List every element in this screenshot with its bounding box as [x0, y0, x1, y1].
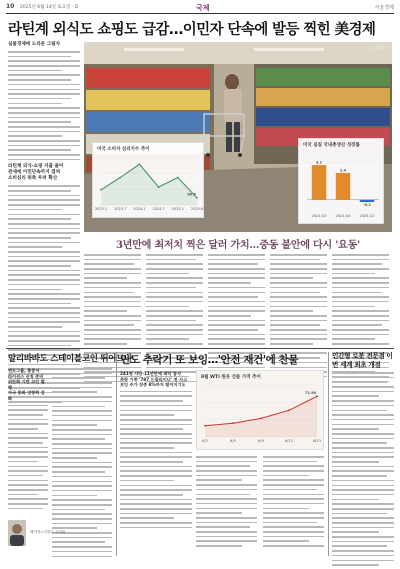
oil-price-chart — [196, 370, 324, 450]
page-header — [6, 3, 394, 13]
bar — [360, 200, 374, 202]
data-point — [196, 197, 198, 199]
robot-store-headline: 인간형 로봇 전문점 이번 세계 최초 개점 — [332, 352, 393, 369]
reporter-portrait — [8, 520, 26, 546]
oil-chart-svg — [197, 371, 325, 451]
sentiment-chart — [92, 142, 204, 218]
data-point — [139, 163, 141, 165]
x-tick-label: 6/2 — [202, 439, 208, 443]
gdp-chart — [298, 138, 384, 224]
boeing-headline: 인도 추락기 또 보잉…'안전 재건'에 찬물 — [120, 354, 299, 366]
sentiment-chart-svg — [93, 143, 205, 219]
bar-value-label: -0.2 — [363, 203, 371, 208]
robot-store-article — [332, 352, 394, 569]
bar-value-label: 3.1 — [315, 160, 323, 165]
category-label: 2024.Q3 — [311, 214, 327, 218]
top-subhead: 3년만에 최저치 찍은 달러 가치…중동 불안에 다시 '요동' — [116, 240, 360, 251]
header-rule — [6, 13, 394, 14]
boeing-body — [196, 456, 324, 550]
category-label: 2024.Q4 — [335, 214, 351, 218]
top-deck — [8, 42, 80, 48]
deck-line: 관세에 이민단속까지 겹쳐 — [8, 170, 61, 176]
section-name: 국제 — [196, 4, 210, 12]
top-body-grid — [84, 254, 392, 344]
data-point — [158, 186, 160, 188]
category-label: 2025.Q1 — [359, 214, 375, 218]
data-point — [232, 422, 234, 424]
stablecoin-byline: 베이징=김광수 특파원 — [30, 530, 66, 534]
top-deck-2 — [8, 164, 80, 182]
bar — [312, 165, 326, 200]
deck-line: 241명 사망·11년만에 최악 참사 — [120, 371, 181, 376]
deck-line: 추락 기종 '787 드림라이너' 첫 사고 — [120, 376, 188, 382]
newspaper-brand: 서울경제 — [374, 5, 394, 11]
page-number: 10 — [6, 3, 15, 10]
column-separator — [116, 352, 117, 556]
bar-value-label: 2.4 — [339, 168, 347, 173]
data-point — [204, 425, 206, 427]
photo-credit: AP연합뉴스 — [369, 46, 388, 50]
supermarket-photo — [84, 42, 392, 232]
issue-date: 2025년 6월 14일 토요일 · D — [20, 5, 79, 10]
oil-chart-title: 8월 WTI 원유 선물 가격 추이 — [201, 375, 261, 380]
body-text — [8, 51, 80, 160]
x-tick-label: 6/13 — [313, 439, 321, 443]
deck-line: 실물경제에 드리운 그림자 — [8, 42, 61, 47]
data-point — [288, 409, 290, 411]
deck-line: 라틴계 외식·쇼핑 지출 줄어 — [8, 164, 64, 170]
data-point — [100, 189, 102, 191]
x-tick-label: 2023.7 — [114, 207, 127, 211]
x-tick-label: 2024.7 — [152, 207, 165, 211]
x-tick-label: 2023.1 — [94, 207, 108, 211]
data-point — [177, 177, 179, 179]
deck-line: 자국 통화 영향력 강화 — [8, 390, 45, 401]
top-headline: 라틴계 외식도 쇼핑도 급감…이민자 단속에 발등 찍힌 美경제 — [8, 22, 376, 38]
bar — [336, 173, 350, 200]
data-point — [260, 418, 262, 420]
x-tick-label: 6/12 — [285, 439, 293, 443]
x-tick-label: 2025.1 — [171, 207, 184, 211]
series-area — [101, 164, 197, 205]
stablecoin-deck — [8, 368, 48, 402]
deck-line: 보잉 주가 장중 8%까지 떨어지기도 — [120, 382, 186, 388]
section-divider — [6, 348, 394, 349]
deck-line: 소비심리 위축 우려 확산 — [8, 176, 58, 182]
deck-line: 위안화 기반 코인 발행 — [8, 379, 45, 390]
x-tick-label: 6/9 — [258, 439, 264, 443]
stablecoin-headline: 알리바바도 스테이블코인 뛰어드나 — [8, 354, 132, 364]
column-separator — [328, 352, 329, 556]
data-label: 72.98 — [304, 390, 316, 395]
deck-line: 앤트그룹, 홍콩서 — [8, 368, 40, 373]
data-point — [119, 177, 121, 179]
data-point — [316, 395, 318, 397]
data-label: 60.5 — [187, 192, 196, 197]
boeing-deck — [120, 371, 192, 388]
x-tick-label: 2024.1 — [133, 207, 146, 211]
gdp-chart-title: 미국 실질 국내총생산 성장률 — [303, 143, 360, 148]
gdp-chart-svg — [299, 139, 385, 225]
x-tick-label: 6/5 — [230, 439, 236, 443]
x-tick-label: 2025.6 — [190, 207, 204, 211]
sentiment-chart-title: 미국 소비자 심리지수 추이 — [97, 147, 150, 152]
deck-line: 라이선스 신청 준비 — [8, 373, 44, 379]
